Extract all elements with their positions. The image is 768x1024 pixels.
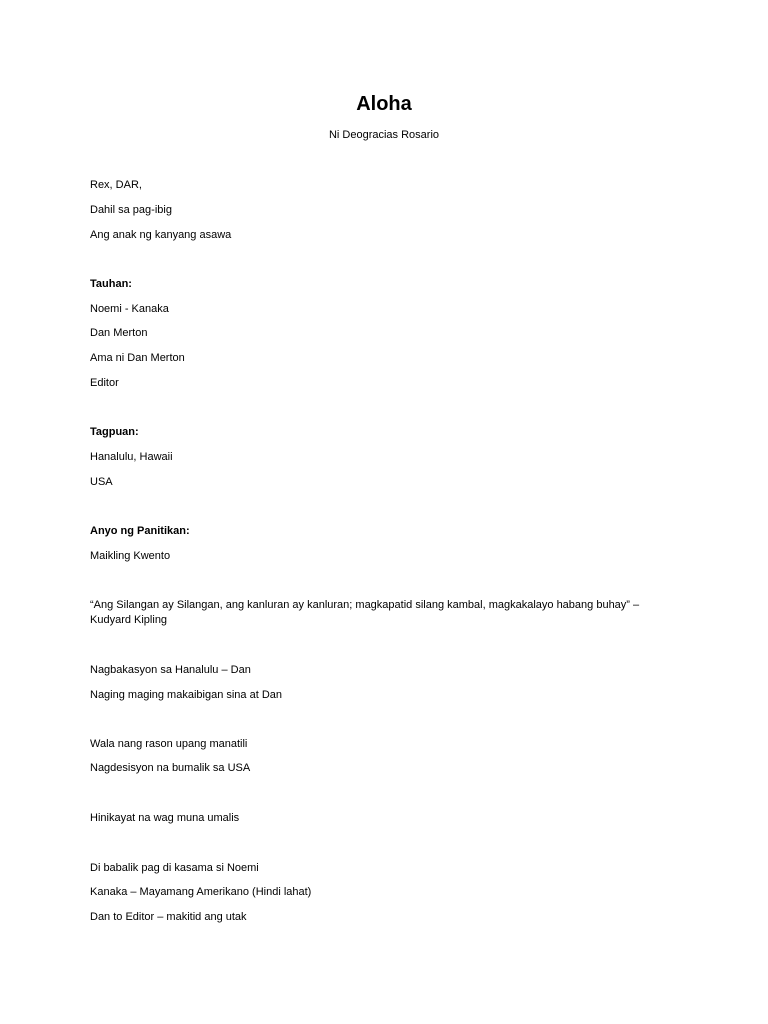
text-line: Dan to Editor – makitid ang utak <box>90 911 247 923</box>
text-line: Hanalulu, Hawaii <box>90 451 173 463</box>
text-line: Naging maging makaibigan sina at Dan <box>90 689 283 701</box>
text-line: Noemi - Kanaka <box>90 303 169 315</box>
text-line: Editor <box>90 377 119 389</box>
text-line: Ama ni Dan Merton <box>90 352 185 364</box>
text-line: Nagdesisyon na bumalik sa USA <box>90 762 251 774</box>
text-line: Ang anak ng kanyang asawa <box>90 229 232 241</box>
text-line: Kanaka – Mayamang Amerikano (Hindi lahat) <box>90 886 312 898</box>
text-line: Dan Merton <box>90 327 148 339</box>
quote-line: “Ang Silangan ay Silangan, ang kanluran ay kanluran; magkapatid silang kambal, magkakalayo habang buhay” – Kudyard Kipling <box>90 599 640 626</box>
text-line: Maikling Kwento <box>90 550 171 562</box>
section-heading-tagpuan: Tagpuan: <box>90 426 139 438</box>
text-line: USA <box>90 476 113 488</box>
section-heading-anyo: Anyo ng Panitikan: <box>90 525 190 537</box>
text-line: Rex, DAR, <box>90 179 142 191</box>
document-author: Ni Deogracias Rosario <box>328 129 440 141</box>
text-line: Hinikayat na wag muna umalis <box>90 812 240 824</box>
text-line: Nagbakasyon sa Hanalulu – Dan <box>90 664 251 676</box>
text-line: Wala nang rason upang manatili <box>90 738 248 750</box>
text-line: Dahil sa pag-ibig <box>90 204 172 216</box>
section-heading-tauhan: Tauhan: <box>90 278 132 290</box>
text-line: Di babalik pag di kasama si Noemi <box>90 862 259 874</box>
document-title: Aloha <box>356 93 412 115</box>
